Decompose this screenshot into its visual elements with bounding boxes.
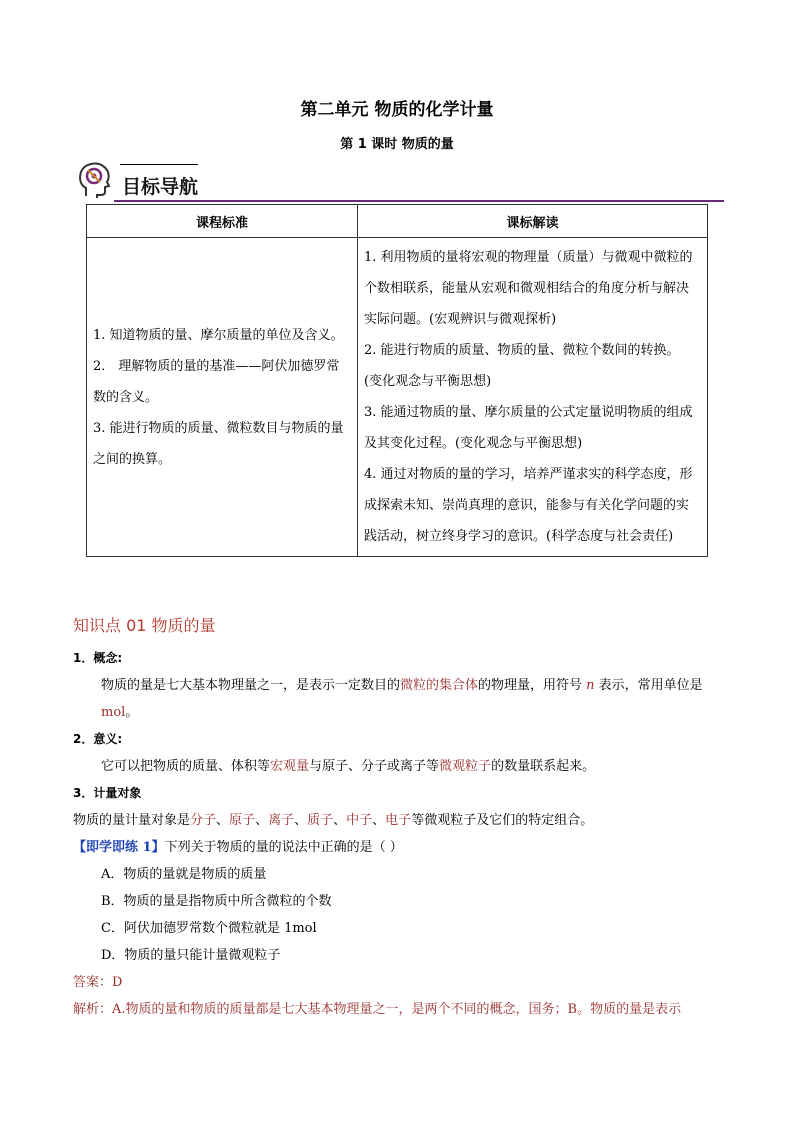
interpretation-item: 3. 能通过物质的量、摩尔质量的公式定量说明物质的组成及其变化过程。(变化观念与平衡思想): [364, 405, 693, 451]
standard-item: 3. 能进行物质的质量、微粒数目与物质的量之间的换算。: [93, 420, 344, 467]
page-title: 第二单元 物质的化学计量: [300, 100, 494, 120]
concept-paragraph: 物质的量是七大基本物理量之一，是表示一定数目的微粒的集合体的物理量，用符号 n 表示，常用单位是mol。: [101, 678, 703, 720]
knowledge-body: [73, 645, 723, 1023]
page-subtitle: 第 1 课时 物质的量: [340, 137, 454, 152]
standard-item: 2． 理解物质的量的基准——阿伏加德罗常数的含义。: [93, 358, 340, 405]
interpretation-item: 4. 通过对物质的量的学习，培养严谨求实的科学态度，形成探索未知、崇尚真理的意识，能参与有关化学问题的实践活动，树立终身学习的意识。(科学态度与社会责任): [364, 467, 693, 544]
standard-item: 1. 知道物质的量、摩尔质量的单位及含义。: [93, 327, 344, 343]
exercise-option: B．物质的量是指物质中所含微粒的个数: [101, 894, 332, 909]
table-header-standard: 课程标准: [87, 205, 358, 238]
interpretation-cell: [358, 238, 708, 557]
interpretation-item: 1. 利用物质的量将宏观的物理量（质量）与微观中微粒的个数相联系，能量从宏观和微观相结合的角度分析与解决实际问题。(宏观辨识与微观探析): [364, 250, 693, 327]
target-nav-header: [74, 158, 724, 204]
standards-cell: [87, 238, 358, 557]
meaning-paragraph: 它可以把物质的质量、体积等宏观量与原子、分子或离子等微观粒子的数量联系起来。: [101, 759, 596, 774]
knowledge-point-title: 知识点 01 物质的量: [73, 616, 216, 635]
meaning-heading: 2．意义:: [73, 732, 123, 746]
objects-paragraph: 物质的量计量对象是分子、原子、离子、质子、中子、电子等微观粒子及它们的特定组合。: [73, 813, 594, 828]
exercise-option: D．物质的量只能计量微观粒子: [101, 948, 281, 963]
exercise-question: 【即学即练 1】下列关于物质的量的说法中正确的是（ ）: [73, 840, 403, 855]
exercise-analysis: 解析：A.物质的量和物质的质量都是七大基本物理量之一，是两个不同的概念，国务；B。物质的量是表示: [73, 1002, 682, 1017]
interpretation-item: 2. 能进行物质的质量、物质的量、微粒个数间的转换。 (变化观念与平衡思想): [364, 343, 680, 389]
section-label: 目标导航: [122, 176, 199, 198]
objects-heading: 3．计量对象: [73, 786, 142, 800]
table-header-interpretation: 课标解读: [358, 205, 708, 238]
concept-heading: 1．概念:: [73, 651, 123, 665]
exercise-option: C．阿伏加德罗常数个微粒就是 1mol: [101, 921, 317, 936]
standards-table: [86, 204, 708, 557]
exercise-option: A．物质的量就是物质的质量: [101, 867, 267, 882]
exercise-answer: 答案：D: [73, 975, 123, 990]
head-gear-icon: [76, 160, 114, 200]
